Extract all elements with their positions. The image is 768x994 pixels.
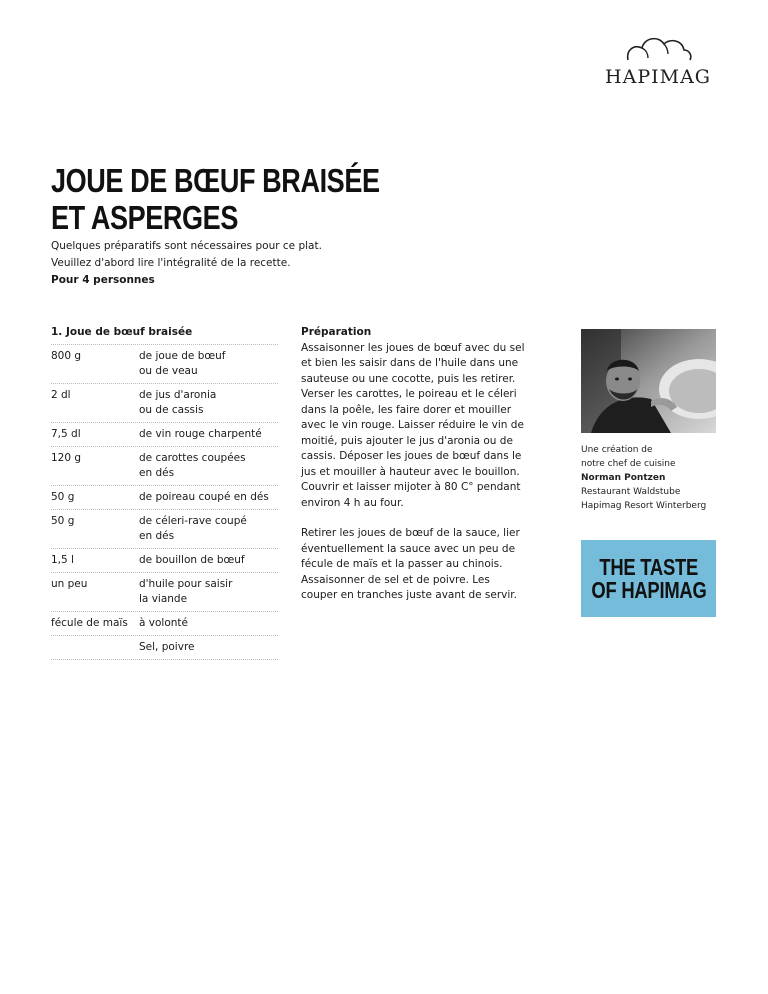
logo-text: HAPIMAG [605, 66, 711, 88]
credit-line-1: Une création de [581, 445, 653, 455]
preparation-paragraph-1: Assaisonner les joues de bœuf avec du sel et bien les saisir dans de l'huile dans une sauteuse ou une cocotte, puis les retirer. Verser les carottes, le poireau et le céleri dans la poêle, les faire dorer et mouiller avec le vin rouge. Laisser réduire le vin de moitié, puis ajouter le jus d'aronia ou de cassis. Déposer les joues de bœuf dans le jus et mouiller à hauteur avec le bouillon. Couvrir et laisser mijoter à 80 C° pendant environ 4 h au four. [301, 341, 525, 509]
chef-credit [581, 443, 706, 513]
preparation-paragraph-2: Retirer les joues de bœuf de la sauce, lier éventuellement la sauce avec un peu de fécule de maïs et la passer au chinois. Assaisonner de sel et de poivre. Les couper en tranches juste avant de servir. [301, 527, 520, 601]
ingredient-qty: un peu [51, 578, 88, 590]
ingredient-desc: de vin rouge charpenté [139, 428, 262, 440]
ingredient-desc: de jus d'aronia ou de cassis [139, 389, 217, 416]
ingredient-desc: de carottes coupées en dés [139, 452, 246, 479]
ingredients-table [51, 325, 278, 660]
ingredient-qty: 50 g [51, 491, 75, 503]
ingredient-qty: 7,5 dl [51, 428, 81, 440]
resort-name: Hapimag Resort Winterberg [581, 501, 707, 511]
title-line-1: JOUE DE BŒUF BRAISÉE [51, 162, 380, 199]
ingredient-desc: de joue de bœuf ou de veau [139, 350, 226, 377]
ingredient-row [51, 447, 278, 486]
recipe-title [51, 162, 379, 236]
intro [51, 238, 322, 289]
intro-line-2: Veuillez d'abord lire l'intégralité de la recette. [51, 257, 291, 269]
taste-of-hapimag-badge [581, 540, 716, 617]
hapimag-logo [596, 36, 720, 92]
ingredient-row [51, 573, 278, 612]
ingredient-row [51, 423, 278, 447]
ingredients-heading: 1. Joue de bœuf braisée [51, 325, 278, 345]
ingredient-desc: de bouillon de bœuf [139, 554, 245, 566]
ingredient-row [51, 510, 278, 549]
ingredient-desc: de céleri-rave coupé en dés [139, 515, 247, 542]
ingredient-qty: fécule de maïs [51, 617, 128, 629]
ingredient-row [51, 486, 278, 510]
ingredient-row [51, 345, 278, 384]
title-line-2: ET ASPERGES [51, 199, 238, 236]
preparation-heading: Préparation [301, 326, 372, 338]
ingredient-desc: d'huile pour saisir la viande [139, 578, 233, 605]
ingredient-qty: 800 g [51, 350, 82, 362]
ingredient-qty: 2 dl [51, 389, 71, 401]
ingredient-desc: à volonté [139, 617, 188, 629]
preparation [301, 325, 529, 604]
badge-line-2: OF HAPIMAG [590, 576, 707, 603]
chef-photo [581, 329, 716, 433]
servings: Pour 4 personnes [51, 274, 155, 286]
badge-line-1: THE TASTE [599, 553, 698, 580]
ingredient-qty: 50 g [51, 515, 75, 527]
ingredient-qty: 1,5 l [51, 554, 74, 566]
credit-line-2: notre chef de cuisine [581, 459, 676, 469]
intro-line-1: Quelques préparatifs sont nécessaires pour ce plat. [51, 240, 322, 252]
restaurant-name: Restaurant Waldstube [581, 487, 681, 497]
ingredient-desc: de poireau coupé en dés [139, 491, 269, 503]
ingredient-row [51, 384, 278, 423]
ingredient-row [51, 636, 278, 660]
ingredient-row [51, 612, 278, 636]
ingredient-qty: 120 g [51, 452, 82, 464]
cloud-icon [622, 36, 694, 62]
ingredient-qty [51, 640, 139, 655]
ingredient-desc: Sel, poivre [139, 641, 195, 653]
chef-name: Norman Pontzen [581, 473, 666, 483]
ingredient-row [51, 549, 278, 573]
